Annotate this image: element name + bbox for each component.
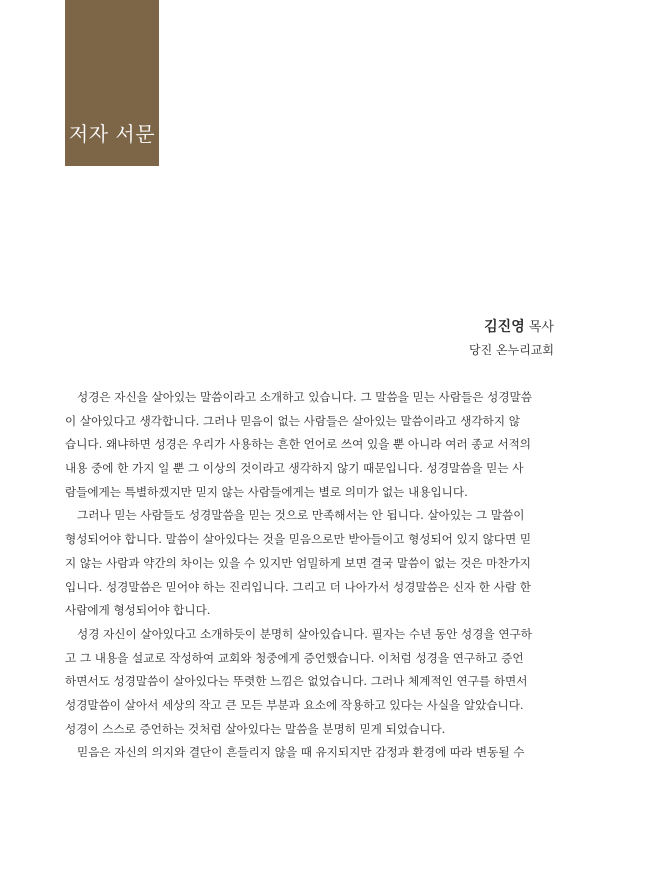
text-line: 하면서도 성경말씀이 살아있다는 뚜렷한 느낌은 없었습니다. 그러나 체계적인 연구를 하면서: [65, 674, 528, 689]
text-line: 입니다. 성경말씀은 믿어야 하는 진리입니다. 그리고 더 나아가서 성경말씀은 신자 한 사람 한: [65, 579, 531, 594]
author-block: [469, 316, 554, 361]
text-line: 믿음은 자신의 의지와 결단이 흔들리지 않을 때 유지되지만 감정과 환경에 따라 변동될 수: [77, 745, 525, 760]
author-church: 당진 온누리교회: [469, 343, 554, 357]
text-line: 성경말씀이 살아서 세상의 작고 큰 모든 부분과 요소에 작용하고 있다는 사실을 알았습니다.: [65, 697, 524, 712]
text-line: 성경이 스스로 증언하는 것처럼 살아있다는 말씀을 분명히 믿게 되었습니다.: [65, 721, 446, 736]
text-line: 고 그 내용을 설교로 작성하여 교회와 청중에게 증언했습니다. 이처럼 성경을 연구하고 증언: [65, 650, 524, 665]
text-line: 습니다. 왜냐하면 성경은 우리가 사용하는 흔한 언어로 쓰여 있을 뿐 아니라 여러 종교 서적의: [65, 437, 531, 452]
text-line: 이 살아있다고 생각합니다. 그러나 믿음이 없는 사람들은 살아있는 말씀이라고 생각하지 않: [65, 413, 520, 428]
text-line: 람들에게는 특별하겠지만 믿지 않는 사람들에게는 별로 의미가 없는 내용입니다.: [65, 484, 468, 499]
author-line: [469, 316, 554, 339]
author-title: 목사: [528, 320, 554, 335]
paragraph-2: [65, 504, 555, 622]
paragraph-1: [65, 386, 555, 504]
text-line: 그러나 믿는 사람들도 성경말씀을 믿는 것으로 만족해서는 안 됩니다. 살아있는 그 말씀이: [77, 508, 525, 523]
author-name: 김진영: [484, 319, 525, 335]
text-line: 성경은 자신을 살아있는 말씀이라고 소개하고 있습니다. 그 말씀을 믿는 사람들은 성경말씀: [77, 390, 532, 404]
chapter-title: 저자 서문: [68, 122, 156, 146]
chapter-title-block: [65, 0, 159, 166]
body-text: [65, 386, 555, 765]
paragraph-3: [65, 623, 555, 741]
text-line: 내용 중에 한 가지 일 뿐 그 이상의 것이라고 생각하지 않기 때문입니다. 성경말씀을 믿는 사: [65, 461, 524, 476]
text-line: 사람에게 형성되어야 합니다.: [65, 603, 211, 618]
text-line: 지 않는 사람과 약간의 차이는 있을 수 있지만 엄밀하게 보면 결국 말씀이 없는 것은 마찬가지: [65, 555, 531, 570]
text-line: 성경 자신이 살아있다고 소개하듯이 분명히 살아있습니다. 필자는 수년 동안 성경을 연구하: [77, 626, 532, 641]
paragraph-4: [65, 741, 555, 765]
text-line: 형성되어야 합니다. 말씀이 살아있다는 것을 믿음으로만 받아들이고 형성되어 있지 않다면 믿: [65, 532, 532, 547]
